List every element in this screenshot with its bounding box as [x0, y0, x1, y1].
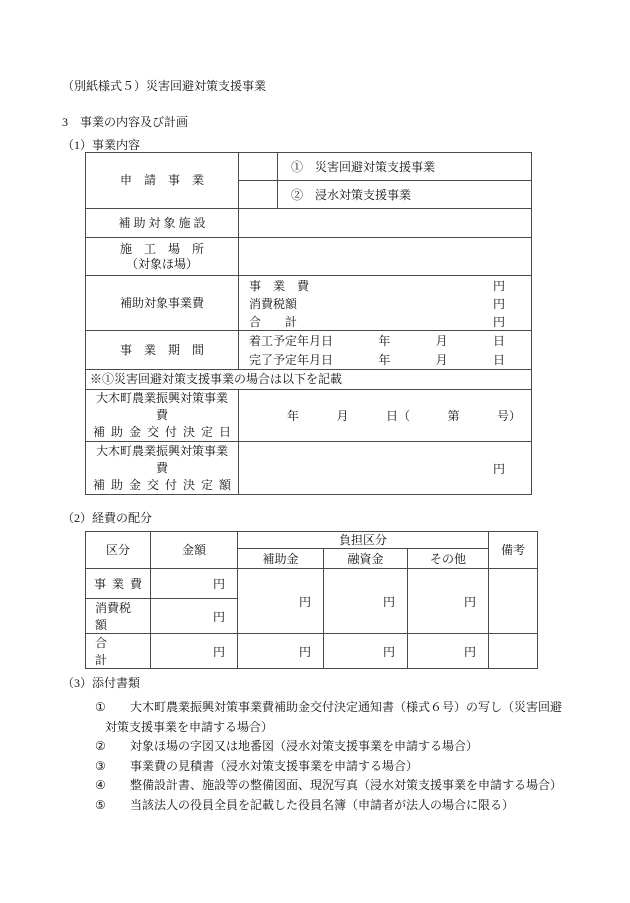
cost-line-project — [239, 276, 531, 294]
cost-line-tax-unit: 円 — [492, 296, 505, 311]
form-tag-title: （別紙様式５）災害回避対策支援事業 — [62, 79, 267, 93]
site-label-line1: 施 工 場 所 — [119, 241, 204, 256]
grant-date-month: 月 — [336, 409, 349, 423]
site-label — [86, 238, 239, 276]
option2-label: ② 浸水対策支援事業 — [278, 181, 532, 209]
total-subsidy-cell: 円 — [238, 634, 324, 669]
cost-detail-cell — [239, 276, 532, 331]
attachment-4-text: 整備設計書、施設等の整備図面、現況写真（浸水対策支援事業を申請する場合） — [130, 778, 563, 792]
facility-input-cell — [239, 209, 532, 238]
subsection-1-heading: （1）事業内容 — [62, 138, 141, 152]
total-other-cell: 円 — [408, 634, 489, 669]
grant-amount-label-line3: 補 助 金 交 付 決 定 額 — [93, 477, 231, 492]
attachment-5-text: 当該法人の役員全員を記載した役員名簿（申請者が法人の場合に限る） — [130, 797, 515, 812]
row-label-project-cost: 事 業 費 — [86, 569, 151, 599]
attachment-4-number: ④ — [95, 778, 106, 792]
cost-line-tax — [239, 294, 531, 312]
total-remarks-cell — [489, 634, 538, 669]
grant-amount-label — [86, 442, 239, 495]
period-end-year: 年 — [378, 353, 391, 367]
conditional-note: ※①災害回避対策支援事業の場合は以下を記載 — [86, 370, 532, 390]
tax-amount-cell: 円 — [151, 599, 238, 634]
period-start-year: 年 — [378, 334, 391, 348]
grant-date-value-line — [239, 407, 531, 424]
attachment-item-5 — [95, 796, 575, 816]
period-end-month: 月 — [435, 353, 448, 367]
subsection-2-heading: （2）経費の配分 — [62, 511, 153, 525]
attachment-2-text: 対象ほ場の字図又は地番図（浸水対策支援事業を申請する場合） — [130, 739, 479, 753]
attachment-2-number: ② — [95, 739, 106, 753]
cost-line-total — [239, 312, 531, 330]
attachment-item-2 — [95, 737, 575, 757]
col-header-other: その他 — [408, 549, 489, 569]
period-end-label: 完了予定年月日 — [249, 353, 334, 367]
cost-line-total-label: 合 計 — [249, 314, 298, 329]
grant-amount-label-line2: 費 — [155, 460, 168, 475]
col-header-category: 区分 — [86, 532, 151, 569]
option1-label: ① 災害回避対策支援事業 — [278, 153, 532, 181]
remarks-merged-cell — [489, 569, 538, 634]
attachment-5-number: ⑤ — [95, 797, 106, 812]
grant-date-label-line1: 大木町農業振興対策事業 — [95, 391, 228, 405]
grant-date-label-line3: 補 助 金 交 付 決 定 日 — [93, 425, 231, 439]
cost-line-project-unit: 円 — [492, 278, 505, 293]
row-label-tax: 消費税額 — [86, 599, 151, 634]
grant-date-input-cell — [239, 390, 532, 442]
loan-merged-cell: 円 — [324, 569, 408, 634]
cost-label: 補助対象事業費 — [86, 276, 239, 331]
total-amount-cell: 円 — [151, 634, 238, 669]
period-label: 事 業 期 間 — [86, 331, 239, 370]
attachment-item-4 — [95, 776, 575, 796]
grant-date-number-suffix: 号） — [496, 409, 521, 423]
col-header-burden: 負担区分 — [238, 532, 489, 549]
option2-check-cell — [239, 181, 278, 209]
other-merged-cell: 円 — [408, 569, 489, 634]
subsection-3-heading: （3）添付書類 — [62, 676, 141, 690]
col-header-remarks: 備考 — [489, 532, 538, 569]
cost-line-total-unit: 円 — [492, 314, 505, 329]
attachment-1-text-line1: 大木町農業振興対策事業費補助金交付決定通知書（様式６号）の写し（災害回避 — [130, 700, 563, 714]
applied-project-label: 申 請 事 業 — [86, 153, 239, 209]
subsidy-merged-cell: 円 — [238, 569, 324, 634]
grant-date-label — [86, 390, 239, 442]
facility-label: 補 助 対 象 施 設 — [86, 209, 239, 238]
cost-allocation-table — [85, 531, 538, 669]
period-start-label: 着工予定年月日 — [249, 334, 334, 348]
attachment-3-number: ③ — [95, 758, 106, 773]
grant-date-year: 年 — [287, 409, 300, 423]
attachment-1-text-line2: 対策支援事業を申請する場合） — [105, 719, 274, 734]
col-header-loan: 融資金 — [324, 549, 408, 569]
grant-date-day-paren: 日（ — [385, 409, 410, 423]
row-label-total: 合 計 — [86, 634, 151, 669]
cost-line-tax-label: 消費税額 — [249, 296, 298, 311]
project-cost-amount-cell: 円 — [151, 569, 238, 599]
attachment-item-3 — [95, 757, 575, 777]
section-3-heading: 3 事業の内容及び計画 — [62, 115, 189, 129]
period-start-line — [239, 331, 531, 350]
cost-line-project-label: 事 業 費 — [249, 278, 310, 293]
period-detail-cell — [239, 331, 532, 370]
option1-check-cell — [239, 153, 278, 181]
period-start-month: 月 — [435, 334, 448, 348]
site-input-cell — [239, 238, 532, 276]
col-header-subsidy: 補助金 — [238, 549, 324, 569]
site-label-line2: （対象ほ場） — [125, 256, 198, 271]
period-start-day: 日 — [492, 334, 505, 348]
attachment-3-text: 事業費の見積書（浸水対策支援事業を申請する場合） — [130, 758, 419, 773]
attachment-1-number: ① — [95, 700, 106, 714]
attachments-list — [95, 698, 575, 815]
grant-amount-input-cell: 円 — [239, 442, 532, 495]
attachment-item-1 — [95, 698, 575, 718]
total-loan-cell: 円 — [324, 634, 408, 669]
period-end-line — [239, 350, 531, 369]
grant-date-number-prefix: 第 — [447, 409, 460, 423]
period-end-day: 日 — [492, 353, 505, 367]
grant-amount-label-line1: 大木町農業振興対策事業 — [95, 443, 228, 458]
project-detail-table — [85, 152, 532, 495]
col-header-amount: 金額 — [151, 532, 238, 569]
grant-date-label-line2: 費 — [155, 408, 168, 422]
